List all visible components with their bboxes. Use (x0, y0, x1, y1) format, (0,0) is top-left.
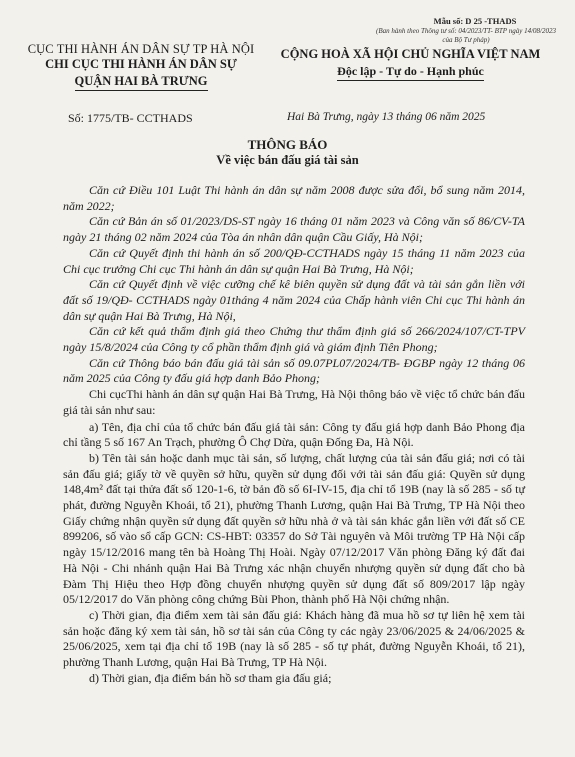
place-date: Hai Bà Trưng, ngày 13 tháng 06 năm 2025 (287, 111, 486, 123)
form-note: (Ban hành theo Thông tư số: 04/2023/TT- BTP ngày 14/08/2023 của Bộ Tư pháp) (376, 27, 556, 44)
document-title: THÔNG BÁO (247, 137, 328, 152)
paragraph-basis-6: Căn cứ Thông báo bán đấu giá tài sản số 09.07PL07/2024/TB- ĐGBP ngày 12 tháng 06 năm 2025 của Công ty đấu giá hợp danh Bảo Phong; (63, 355, 525, 386)
paragraph-intro: Chi cụcThi hành án dân sự quận Hai Bà Trưng, Hà Nội thông báo về việc tổ chức bán đấu giá tài sản như sau: (63, 387, 525, 417)
agency-line-1: CỤC THI HÀNH ÁN DÂN SỰ TP HÀ NỘI (27, 42, 255, 56)
paragraph-item-b: b) Tên tài sản hoặc danh mục tài sản, số lượng, chất lượng của tài sản đấu giá; nơi có tài sản đấu giá; giấy tờ về quyền sở hữu, quyền sử dụng đối với tài sản đấu giá: Quyền sử dụng 148,4m² đất tại thửa đất số 120-1-6, tờ bản đồ số 6I-IV-15, địa chỉ tổ 19B (nay là số 285 - số tự phát, đường Nguyễn Khoái, tổ 21), phường Thanh Lương, quận Hai Bà Trưng, TP Hà Nội theo Giấy chứng nhận quyền sử dụng đất quyền sở hữu nhà ở và tài sản khác gắn liền với đất số CE 899206, số vào sổ cấp GCN: CS-HBT: 03357 do Sở Tài nguyên và Môi trường TP Hà Nội cấp ngày 15/12/2016 mang tên bà Hoàng Thị Hoài. Ngày 07/12/2017 Văn phòng Đăng ký đất đai Hà Nội - Chi nhánh quận Hai Bà Trưng xác nhận chuyển nhượng quyền sử dụng đất cho bà Đàm Thị Hiệu theo Hợp đồng chuyển nhượng quyền sử dụng đất số 809/2017 lập ngày 05/12/2017 do Văn phòng công chứng Bùi Phon, thành phố Hà Nội chứng nhận. (63, 450, 525, 607)
paragraph-basis-3: Căn cứ Quyết định thi hành án số 200/QĐ-CCTHADS ngày 15 tháng 11 năm 2023 của Chi cục trưởng Chi cục Thi hành án dân sự quận Hai Bà Trưng, Hà Nội; (63, 245, 525, 276)
national-header (258, 47, 563, 81)
paragraph-basis-5: Căn cứ kết quả thẩm định giá theo Chứng thư thẩm định giá số 266/2024/107/CT-TPV ngày 15/8/2024 của Công ty cổ phần thẩm định giá và giám định Tiên Phong; (63, 324, 525, 355)
agency-line-2: CHI CỤC THI HÀNH ÁN DÂN SỰ (45, 57, 237, 71)
document-subtitle: Về việc bán đấu giá tài sản (216, 153, 359, 167)
national-motto: Độc lập - Tự do - Hạnh phúc (337, 64, 484, 81)
paragraph-item-d: d) Thời gian, địa điểm bán hồ sơ tham gia đấu giá; (89, 670, 332, 685)
document-number: Số: 1775/TB- CCTHADS (68, 111, 193, 125)
issuing-agency (25, 42, 257, 91)
paragraph-item-c: c) Thời gian, địa điểm xem tài sản đấu giá: Khách hàng đã mua hồ sơ tự liên hệ xem tài sản hoặc đăng ký xem tài sản, hồ sơ tài sản của Công ty các ngày 23/06/2025 & 24/06/2025 & 25/06/2025, xem tại địa chỉ tổ 19B (nay là số 285 - số tự phát, đường Nguyễn Khoái, tổ 21), phường Thanh Lương, quận Hai Bà Trưng, TP Hà Nội. (63, 607, 525, 670)
agency-line-3: QUẬN HAI BÀ TRƯNG (75, 74, 208, 91)
form-code: Mẫu số: D 25 -THADS (433, 16, 517, 26)
paragraph-item-a: a) Tên, địa chỉ của tổ chức bán đấu giá tài sản: Công ty đấu giá hợp danh Bảo Phong địa chỉ tầng 5 số 167 An Trạch, phường Ô Chợ Dừa, quận Đống Đa, Hà Nội. (63, 419, 525, 450)
country-name: CỘNG HOÀ XÃ HỘI CHỦ NGHĨA VIỆT NAM (280, 47, 541, 61)
paragraph-basis-4: Căn cứ Quyết định về việc cưỡng chế kê biên quyền sử dụng đất và tài sản gắn liền với đất số 19/QĐ- CCTHADS ngày 01tháng 4 năm 2024 của Chấp hành viên Chi cục Thi hành án dân sự quận Hai Bà Trưng, Hà Nội, (63, 277, 525, 323)
document-body (63, 183, 525, 687)
paragraph-basis-2: Căn cứ Bản án số 01/2023/DS-ST ngày 16 tháng 01 năm 2023 và Công văn số 86/CV-TA ngày 21 tháng 02 năm 2024 của Tòa án nhân dân quận Cầu Giấy, Hà Nội; (63, 214, 525, 245)
paragraph-basis-1: Căn cứ Điều 101 Luật Thi hành án dân sự năm 2008 được sửa đổi, bổ sung năm 2014, năm 2022; (63, 183, 525, 213)
